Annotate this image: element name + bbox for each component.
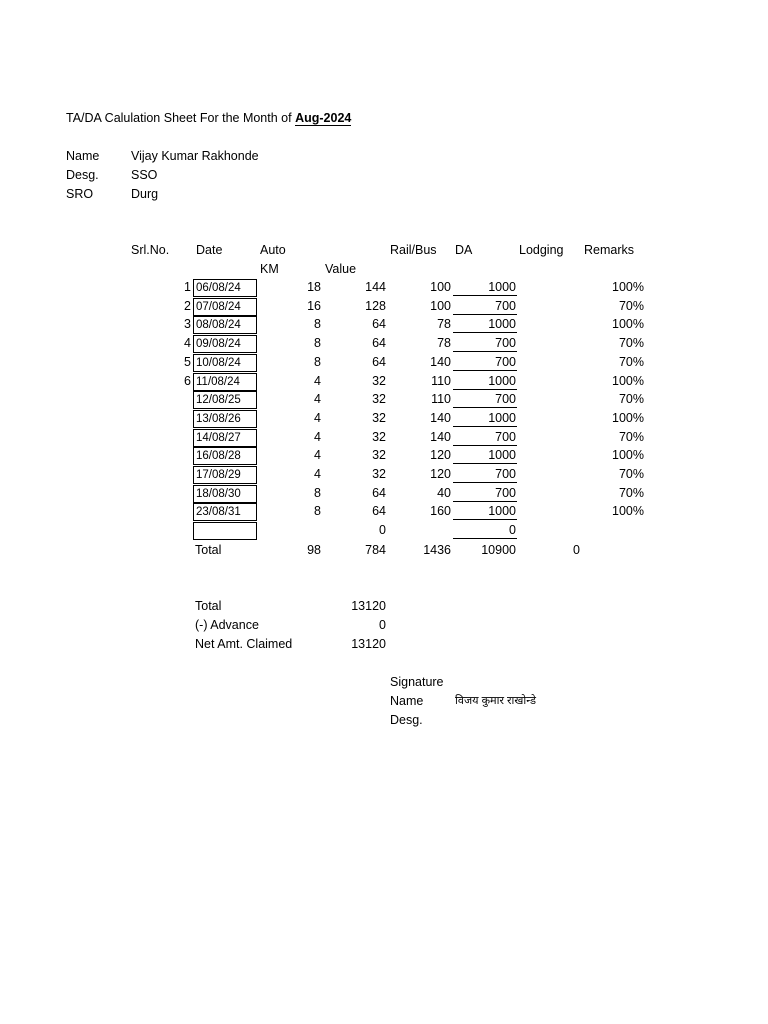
cell-date: 16/08/28 [193, 447, 257, 465]
cell-da: 700 [495, 486, 516, 500]
header-da: DA [455, 243, 473, 257]
cell-srl: 5 [184, 355, 191, 369]
cell-value: 64 [372, 504, 386, 518]
cell-value: 0 [379, 523, 386, 537]
cell-da: 1000 [488, 280, 516, 294]
signature-label: Signature [390, 675, 444, 689]
cell-date: 08/08/24 [193, 316, 257, 334]
cell-srl: 3 [184, 317, 191, 331]
cell-rail-bus: 78 [437, 336, 451, 350]
cell-rail-bus: 100 [430, 299, 451, 313]
cell-value: 32 [372, 467, 386, 481]
total-lodging: 0 [573, 543, 580, 557]
da-underline [453, 519, 517, 520]
cell-srl: 4 [184, 336, 191, 350]
da-underline [453, 351, 517, 352]
cell-value: 32 [372, 411, 386, 425]
title-month: Aug-2024 [295, 111, 352, 125]
cell-value: 64 [372, 336, 386, 350]
da-underline [453, 445, 517, 446]
cell-km: 8 [314, 486, 321, 500]
cell-da: 700 [495, 336, 516, 350]
cell-value: 32 [372, 448, 386, 462]
cell-remarks: 100% [612, 411, 644, 425]
cell-date: 09/08/24 [193, 335, 257, 353]
header-srl: Srl.No. [131, 243, 170, 257]
cell-km: 4 [314, 411, 321, 425]
header-km: KM [260, 262, 279, 276]
signature-name-label: Name [390, 694, 424, 708]
cell-remarks: 100% [612, 448, 644, 462]
cell-value: 144 [365, 280, 386, 294]
cell-date: 23/08/31 [193, 503, 257, 521]
summary-net-label: Net Amt. Claimed [195, 637, 293, 651]
da-underline [453, 482, 517, 483]
total-da: 10900 [481, 543, 516, 557]
cell-remarks: 100% [612, 504, 644, 518]
total-km: 98 [307, 543, 321, 557]
cell-value: 128 [365, 299, 386, 313]
total-label: Total [195, 543, 222, 557]
cell-km: 4 [314, 430, 321, 444]
cell-rail-bus: 140 [430, 411, 451, 425]
da-underline [453, 538, 517, 539]
info-value-name: Vijay Kumar Rakhonde [131, 149, 259, 163]
header-rail-bus: Rail/Bus [390, 243, 437, 257]
da-underline [453, 295, 517, 296]
cell-km: 4 [314, 392, 321, 406]
cell-date [193, 522, 257, 540]
cell-rail-bus: 120 [430, 467, 451, 481]
cell-da: 1000 [488, 374, 516, 388]
cell-remarks: 70% [618, 299, 644, 313]
cell-srl: 6 [184, 374, 191, 388]
cell-rail-bus: 100 [430, 280, 451, 294]
cell-km: 8 [314, 336, 321, 350]
cell-value: 64 [372, 317, 386, 331]
cell-da: 0 [509, 523, 516, 537]
info-label-sro: SRO [66, 187, 94, 201]
header-lodging: Lodging [519, 243, 564, 257]
cell-srl: 2 [184, 299, 191, 313]
summary-total-value: 13120 [351, 599, 386, 613]
da-underline [453, 426, 517, 427]
da-underline [453, 407, 517, 408]
cell-date: 10/08/24 [193, 354, 257, 372]
cell-da: 700 [495, 467, 516, 481]
signature-name-value: विजय कुमार राखोन्डे [455, 695, 537, 707]
header-date: Date [196, 243, 223, 257]
cell-value: 32 [372, 374, 386, 388]
cell-da: 1000 [488, 448, 516, 462]
cell-rail-bus: 78 [437, 317, 451, 331]
summary-advance-value: 0 [379, 618, 386, 632]
cell-da: 1000 [488, 411, 516, 425]
sheet-title [66, 110, 351, 126]
da-underline [453, 370, 517, 371]
da-underline [453, 463, 517, 464]
cell-remarks: 70% [618, 430, 644, 444]
cell-rail-bus: 110 [431, 374, 451, 388]
cell-km: 8 [314, 317, 321, 331]
total-value: 784 [365, 543, 386, 557]
cell-rail-bus: 140 [430, 430, 451, 444]
da-underline [453, 332, 517, 333]
cell-da: 700 [495, 299, 516, 313]
info-label-name: Name [66, 149, 100, 163]
header-auto: Auto [260, 243, 286, 257]
cell-value: 32 [372, 430, 386, 444]
cell-remarks: 70% [618, 486, 644, 500]
cell-remarks: 100% [612, 374, 644, 388]
header-remarks: Remarks [584, 243, 635, 257]
total-rail-bus: 1436 [423, 543, 451, 557]
cell-value: 32 [372, 392, 386, 406]
cell-value: 64 [372, 486, 386, 500]
cell-srl: 1 [184, 280, 191, 294]
da-underline [453, 389, 517, 390]
summary-net-value: 13120 [351, 637, 386, 651]
cell-da: 700 [495, 430, 516, 444]
cell-date: 17/08/29 [193, 466, 257, 484]
cell-km: 8 [314, 504, 321, 518]
cell-rail-bus: 110 [431, 392, 451, 406]
cell-km: 4 [314, 448, 321, 462]
cell-date: 06/08/24 [193, 279, 257, 297]
cell-rail-bus: 120 [430, 448, 451, 462]
cell-remarks: 100% [612, 280, 644, 294]
cell-date: 12/08/25 [193, 391, 257, 409]
summary-total-label: Total [195, 599, 222, 613]
info-value-sro: Durg [131, 187, 159, 201]
header-value: Value [325, 262, 357, 276]
cell-km: 18 [307, 280, 321, 294]
da-underline [453, 501, 517, 502]
cell-remarks: 70% [618, 355, 644, 369]
cell-km: 4 [314, 374, 321, 388]
cell-date: 07/08/24 [193, 298, 257, 316]
cell-value: 64 [372, 355, 386, 369]
cell-rail-bus: 160 [430, 504, 451, 518]
cell-remarks: 70% [618, 336, 644, 350]
cell-km: 8 [314, 355, 321, 369]
summary-advance-label: (-) Advance [195, 618, 259, 632]
cell-km: 4 [314, 467, 321, 481]
cell-date: 11/08/24 [193, 373, 257, 391]
cell-date: 18/08/30 [193, 485, 257, 503]
info-value-desg: SSO [131, 168, 158, 182]
cell-remarks: 100% [612, 317, 644, 331]
cell-remarks: 70% [618, 392, 644, 406]
cell-da: 700 [495, 355, 516, 369]
cell-rail-bus: 140 [430, 355, 451, 369]
title-prefix: TA/DA Calulation Sheet For the Month of [66, 111, 292, 125]
cell-da: 1000 [488, 504, 516, 518]
cell-da: 700 [495, 392, 516, 406]
cell-remarks: 70% [618, 467, 644, 481]
info-label-desg: Desg. [66, 168, 99, 182]
cell-km: 16 [307, 299, 321, 313]
cell-da: 1000 [488, 317, 516, 331]
cell-rail-bus: 40 [437, 486, 451, 500]
da-underline [453, 314, 517, 315]
signature-desg-label: Desg. [390, 713, 423, 727]
cell-date: 14/08/27 [193, 429, 257, 447]
cell-date: 13/08/26 [193, 410, 257, 428]
